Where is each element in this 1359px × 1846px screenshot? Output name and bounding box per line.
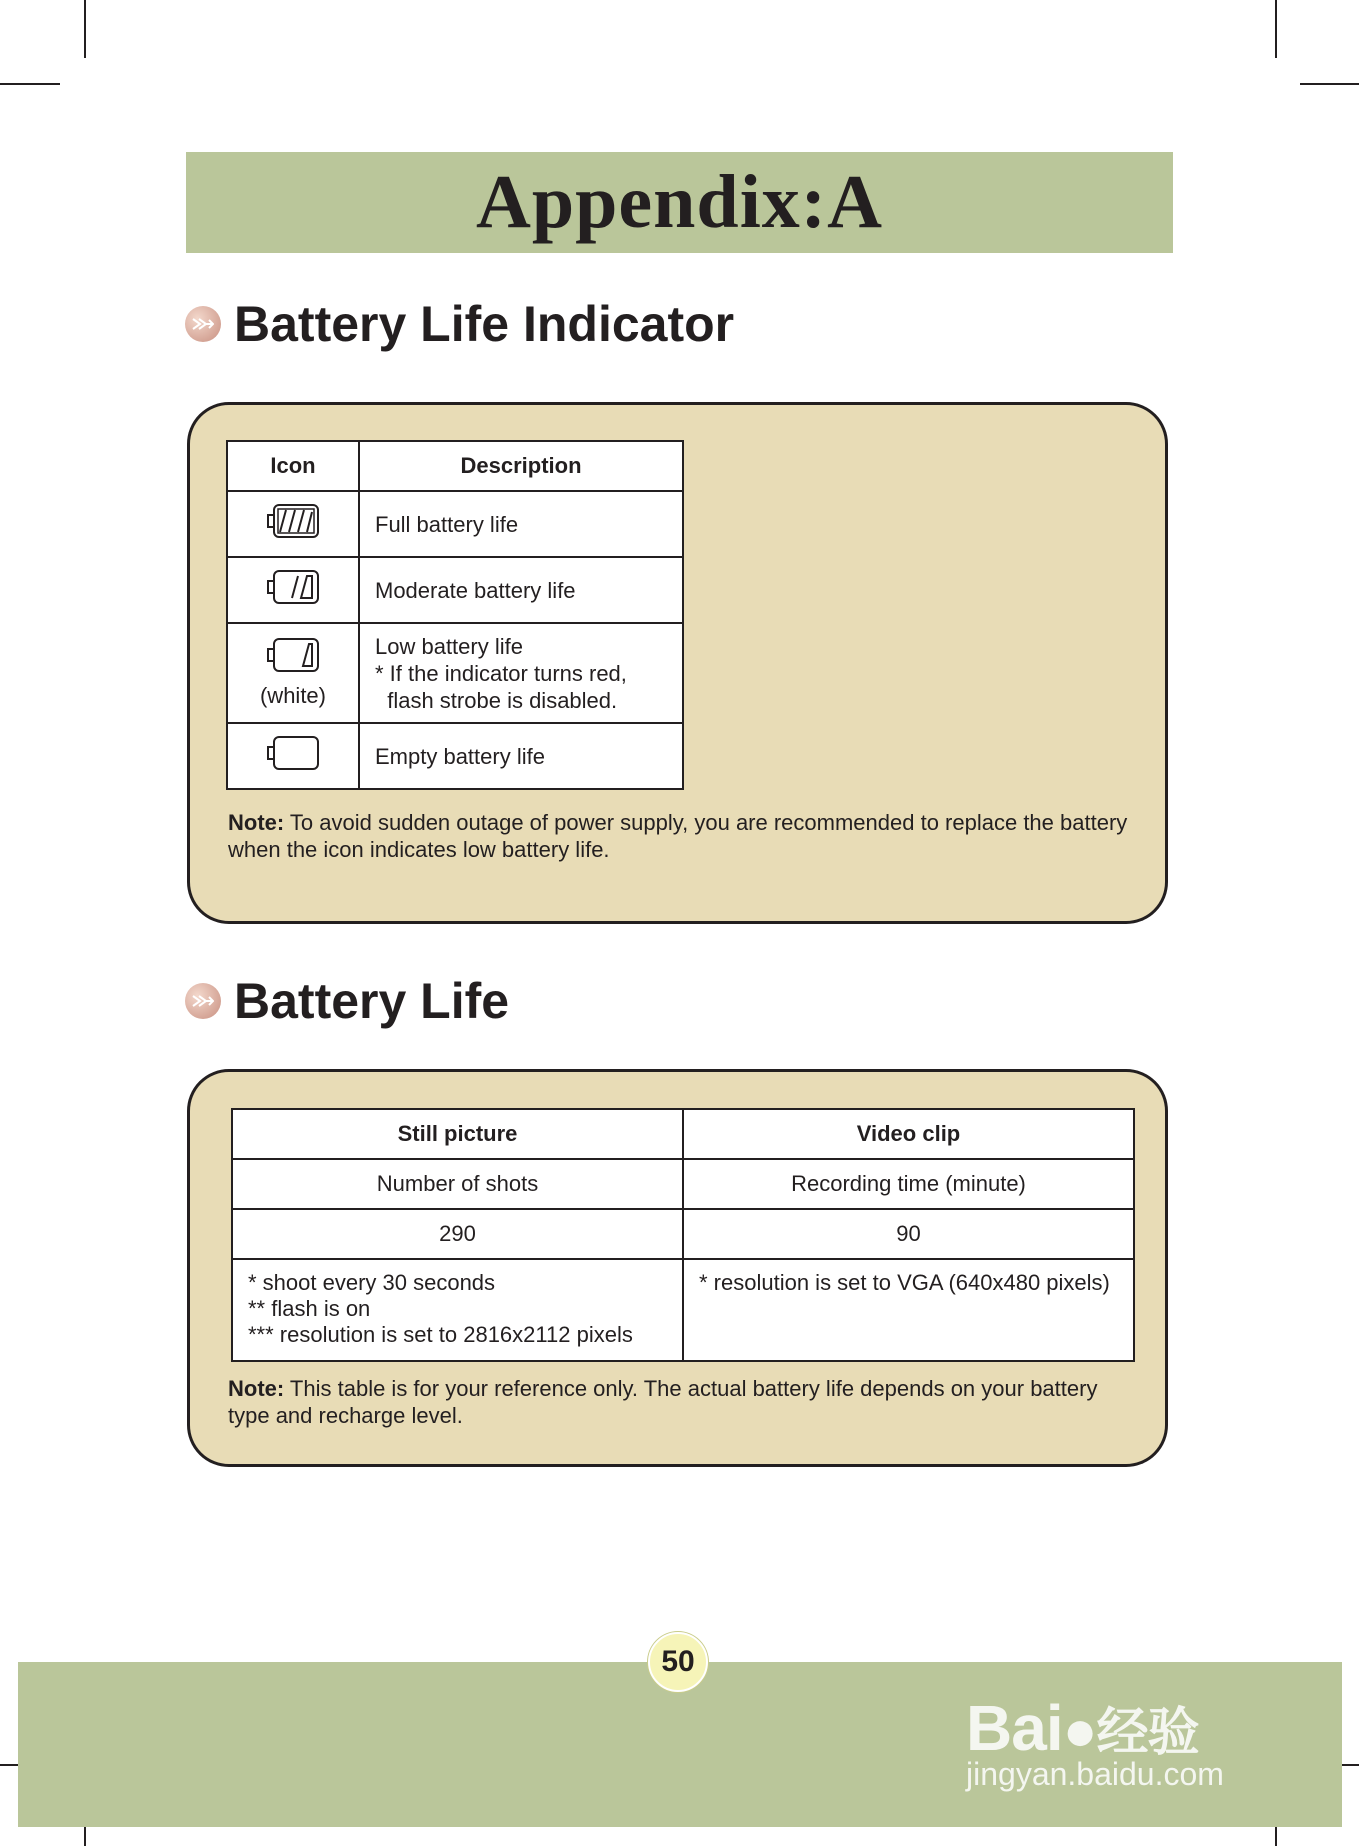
description-cell <box>359 491 683 557</box>
table-row <box>232 1159 1134 1209</box>
table-cell: Number of shots <box>232 1159 683 1209</box>
watermark-brand-cn: 经验 <box>1096 1704 1199 1762</box>
crop-mark <box>1300 83 1359 85</box>
battery-life-table <box>231 1108 1135 1362</box>
crop-mark <box>84 0 86 58</box>
section-heading-battery-life <box>185 972 509 1030</box>
crop-mark <box>1275 0 1277 58</box>
footnote-text: * resolution is set to VGA (640x480 pixels) <box>699 1270 1110 1295</box>
table-row <box>227 491 683 557</box>
battery-moderate-icon <box>266 569 320 605</box>
footnote-text: *** resolution is set to 2816x2112 pixels <box>248 1322 633 1347</box>
table-cell: 90 <box>683 1209 1134 1259</box>
description-text: Empty battery life <box>375 743 545 769</box>
description-cell <box>359 557 683 623</box>
footnote-text: * shoot every 30 seconds <box>248 1270 496 1295</box>
note-label: Note: <box>228 810 285 835</box>
page-number: 50 <box>648 1632 708 1692</box>
battery-indicator-table <box>226 440 684 790</box>
table-cell: 290 <box>232 1209 683 1259</box>
watermark-brand <box>966 1690 1199 1765</box>
section-title: Battery Life Indicator <box>234 296 735 352</box>
watermark-brand-text: Bai <box>966 1692 1063 1764</box>
paw-icon: ● <box>1062 1698 1097 1763</box>
title-band <box>186 152 1173 253</box>
notes-cell <box>232 1259 683 1361</box>
table-row <box>232 1259 1134 1361</box>
page-title: Appendix:A <box>476 160 883 244</box>
note-paragraph <box>228 1375 1128 1429</box>
note-text: This table is for your reference only. The actual battery life depends on your battery type and recharge level. <box>228 1376 1098 1428</box>
section-title: Battery Life <box>234 973 510 1029</box>
table-header: Still picture <box>232 1109 683 1159</box>
arrow-bullet-icon <box>185 306 221 342</box>
icon-cell <box>227 623 359 723</box>
table-cell: Recording time (minute) <box>683 1159 1134 1209</box>
description-cell <box>359 623 683 723</box>
footnote-text: ** flash is on <box>248 1296 371 1321</box>
arrow-bullet-icon <box>185 983 221 1019</box>
note-paragraph <box>228 809 1128 863</box>
description-text: * If the indicator turns red, <box>375 660 627 686</box>
description-text: flash strobe is disabled. <box>375 687 618 713</box>
note-label: Note: <box>228 1376 285 1401</box>
note-text: To avoid sudden outage of power supply, you are recommended to replace the battery when the icon indicates low battery life. <box>228 810 1128 862</box>
icon-cell <box>227 557 359 623</box>
battery-indicator-panel <box>187 402 1168 924</box>
watermark-url: jingyan.baidu.com <box>966 1756 1224 1792</box>
section-heading-battery-indicator <box>185 295 734 353</box>
description-text: Full battery life <box>375 511 519 537</box>
table-header: Video clip <box>683 1109 1134 1159</box>
description-text: Moderate battery life <box>375 577 576 603</box>
notes-cell <box>683 1259 1134 1361</box>
description-cell <box>359 723 683 789</box>
icon-cell <box>227 491 359 557</box>
crop-mark <box>0 83 60 85</box>
icon-cell <box>227 723 359 789</box>
battery-life-panel <box>187 1069 1168 1467</box>
table-row <box>227 623 683 723</box>
table-row <box>232 1209 1134 1259</box>
description-text: Low battery life <box>375 633 523 659</box>
table-row <box>227 557 683 623</box>
table-header: Icon <box>227 441 359 491</box>
battery-full-icon <box>266 503 320 539</box>
battery-low-icon <box>266 637 320 673</box>
table-row <box>227 723 683 789</box>
battery-empty-icon <box>266 735 320 771</box>
table-header: Description <box>359 441 683 491</box>
icon-color-note: (white) <box>259 683 326 708</box>
